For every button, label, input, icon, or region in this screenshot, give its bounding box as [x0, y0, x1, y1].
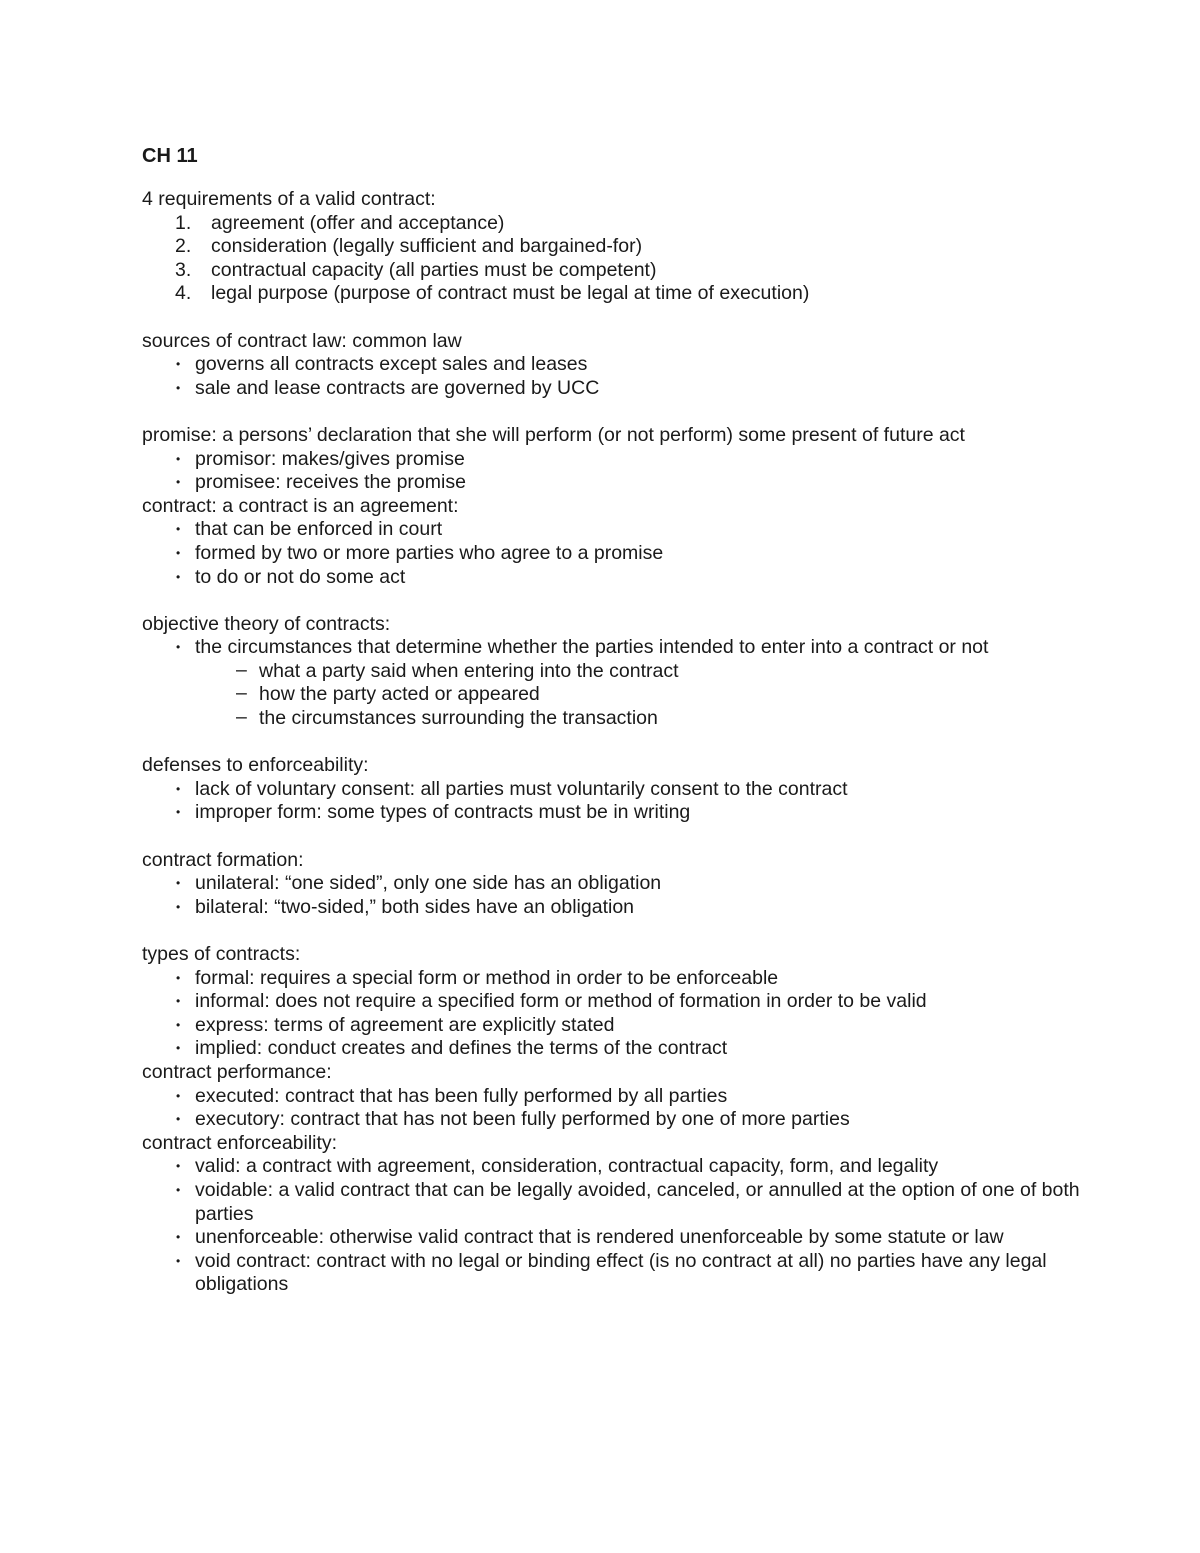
list-item: • informal: does not require a specified form or method of formation in order to be valid — [142, 990, 1082, 1014]
sub-list-item: – how the party acted or appeared — [195, 683, 1082, 707]
list-item: 3. contractual capacity (all parties must be competent) — [175, 258, 657, 281]
section-heading-formation: contract formation: — [142, 848, 304, 871]
list-item: • promisee: receives the promise — [142, 471, 1082, 495]
section-heading-contract: contract: a contract is an agreement: — [142, 494, 459, 517]
promise-list — [142, 448, 1082, 495]
list-item: • lack of voluntary consent: all parties must voluntarily consent to the contract — [142, 778, 1082, 802]
performance-list — [142, 1085, 1082, 1132]
requirements-list — [142, 212, 1082, 306]
section-heading-requirements: 4 requirements of a valid contract: — [142, 188, 436, 210]
list-item: • void contract: contract with no legal or binding effect (is no contract at all) no parties have any legal obligations — [142, 1250, 1082, 1297]
list-item: • implied: conduct creates and defines the terms of the contract — [142, 1037, 1082, 1061]
list-item: • governs all contracts except sales and leases — [142, 353, 1082, 377]
page-title: CH 11 — [142, 145, 198, 167]
list-item: • to do or not do some act — [142, 566, 1082, 590]
section-heading-defenses: defenses to enforceability: — [142, 754, 369, 777]
list-item: • formed by two or more parties who agree to a promise — [142, 542, 1082, 566]
list-item: • formal: requires a special form or method in order to be enforceable — [142, 967, 1082, 991]
list-item: 1. agreement (offer and acceptance) — [175, 211, 505, 234]
list-item: • valid: a contract with agreement, consideration, contractual capacity, form, and legality — [142, 1155, 1082, 1179]
sources-list — [142, 353, 1082, 400]
list-item: • improper form: some types of contracts must be in writing — [142, 801, 1082, 825]
objective-theory-list — [142, 636, 1082, 730]
list-item: • bilateral: “two-sided,” both sides have an obligation — [142, 896, 1082, 920]
sub-list-item: – what a party said when entering into the contract — [195, 660, 1082, 684]
sub-list-item: – the circumstances surrounding the transaction — [195, 707, 1082, 731]
document-page — [142, 141, 1082, 1297]
list-item: • express: terms of agreement are explicitly stated — [142, 1014, 1082, 1038]
list-item: 2. consideration (legally sufficient and bargained-for) — [175, 235, 643, 258]
list-item: • unenforceable: otherwise valid contract that is rendered unenforceable by some statute or law — [142, 1226, 1082, 1250]
section-heading-sources: sources of contract law: common law — [142, 329, 462, 352]
section-heading-performance: contract performance: — [142, 1060, 332, 1083]
section-heading-types: types of contracts: — [142, 943, 301, 965]
list-item: • unilateral: “one sided”, only one side has an obligation — [142, 872, 1082, 896]
section-heading-promise: promise: a persons’ declaration that she will perform (or not perform) some present of future act — [142, 423, 965, 446]
list-item: 4. legal purpose (purpose of contract must be legal at time of execution) — [175, 282, 810, 305]
contract-list — [142, 518, 1082, 589]
list-item: • executory: contract that has not been fully performed by one of more parties — [142, 1108, 1082, 1132]
formation-list — [142, 872, 1082, 919]
list-item: • that can be enforced in court — [142, 518, 1082, 542]
list-item: • promisor: makes/gives promise — [142, 448, 1082, 472]
list-item: • the circumstances that determine whether the parties intended to enter into a contract or not – what a party said when entering into the contract – how the party acted or appeared – the circumstances surrounding the transaction — [142, 636, 1082, 730]
sub-list — [195, 660, 1082, 731]
types-list — [142, 967, 1082, 1061]
list-item: • voidable: a valid contract that can be legally avoided, canceled, or annulled at the option of one of both parties — [142, 1179, 1082, 1226]
list-item: • sale and lease contracts are governed by UCC — [142, 377, 1082, 401]
defenses-list — [142, 778, 1082, 825]
section-heading-objective-theory: objective theory of contracts: — [142, 612, 391, 635]
section-heading-enforceability: contract enforceability: — [142, 1131, 338, 1154]
enforceability-list — [142, 1155, 1082, 1297]
list-item: • executed: contract that has been fully performed by all parties — [142, 1085, 1082, 1109]
